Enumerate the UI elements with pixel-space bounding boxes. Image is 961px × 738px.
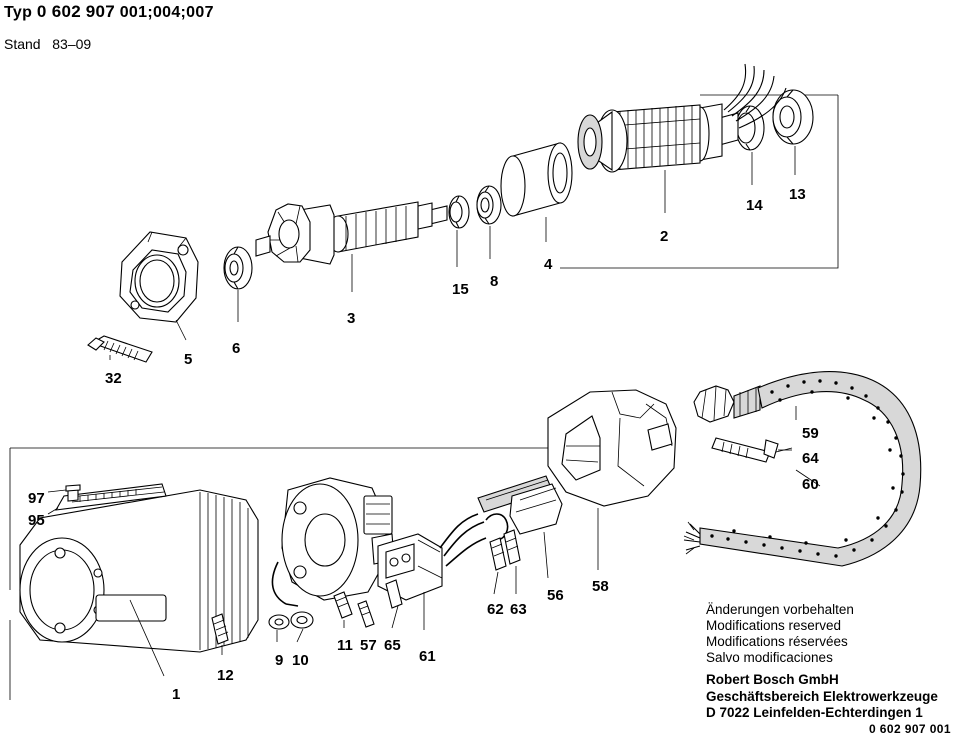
- callout-63: 63: [510, 601, 527, 618]
- callout-59: 59: [802, 425, 819, 442]
- part-cord-assembly: [684, 372, 921, 566]
- part-4-sleeve: [501, 143, 572, 216]
- part-8-bearing: [477, 186, 501, 224]
- callout-61: 61: [419, 648, 436, 665]
- callout-14: 14: [746, 197, 763, 214]
- stand-label: Stand: [4, 36, 41, 52]
- stand-value: 83–09: [52, 36, 92, 52]
- callout-95: 95: [28, 512, 45, 529]
- company-city: D 7022 Leinfelden-Echterdingen 1: [706, 705, 923, 720]
- callout-58: 58: [592, 578, 609, 595]
- callout-11: 11: [337, 637, 353, 654]
- part-58-handle-housing: [548, 390, 676, 506]
- part-61-switch-block: [378, 534, 442, 608]
- callout-62: 62: [487, 601, 504, 618]
- document-code: 0 602 907 001: [869, 722, 951, 736]
- callout-1: 1: [172, 686, 181, 703]
- part-field-stator: [272, 478, 394, 606]
- part-97-screw: [66, 485, 80, 501]
- callout-4: 4: [544, 256, 553, 273]
- callout-12: 12: [217, 667, 234, 684]
- part-15-washer: [449, 196, 469, 228]
- callout-13: 13: [789, 186, 806, 203]
- company-address: [706, 672, 938, 722]
- callout-2: 2: [660, 228, 669, 245]
- notice-line-es: Salvo modificaciones: [706, 650, 833, 665]
- callout-10: 10: [292, 652, 309, 669]
- type-number-part2: 907: [85, 2, 115, 21]
- company-division: Geschäftsbereich Elektrowerkzeuge: [706, 688, 938, 704]
- part-5-bearing-flange: [120, 232, 198, 322]
- callout-9: 9: [275, 652, 284, 669]
- callout-97: 97: [28, 490, 45, 507]
- part-32-screw: [88, 336, 152, 362]
- type-label: Typ: [4, 4, 33, 21]
- notice-line-de: Änderungen vorbehalten: [706, 602, 854, 617]
- callout-64: 64: [802, 450, 819, 467]
- callout-60: 60: [802, 476, 819, 493]
- part-11-57-screws: [334, 592, 374, 627]
- callout-5: 5: [184, 351, 193, 368]
- part-9-10-washers: [269, 612, 313, 629]
- callout-57: 57: [360, 637, 377, 654]
- legal-notice: [706, 602, 854, 666]
- callout-56: 56: [547, 587, 564, 604]
- callout-65: 65: [384, 637, 401, 654]
- type-variants: 001;004;007: [119, 4, 214, 21]
- callout-6: 6: [232, 340, 241, 357]
- part-3-rotor-shaft: [256, 202, 447, 264]
- company-name: Robert Bosch GmbH: [706, 672, 839, 687]
- callout-32: 32: [105, 370, 122, 387]
- part-64-screw: [712, 438, 778, 462]
- notice-line-fr: Modifications réservées: [706, 634, 848, 649]
- notice-line-en: Modifications reserved: [706, 618, 842, 633]
- type-number-part1: 0 602: [36, 2, 81, 21]
- part-13-ring: [773, 90, 813, 144]
- callout-3: 3: [347, 310, 356, 327]
- part-6-bearing: [224, 247, 252, 289]
- callout-15: 15: [452, 281, 469, 298]
- callout-8: 8: [490, 273, 499, 290]
